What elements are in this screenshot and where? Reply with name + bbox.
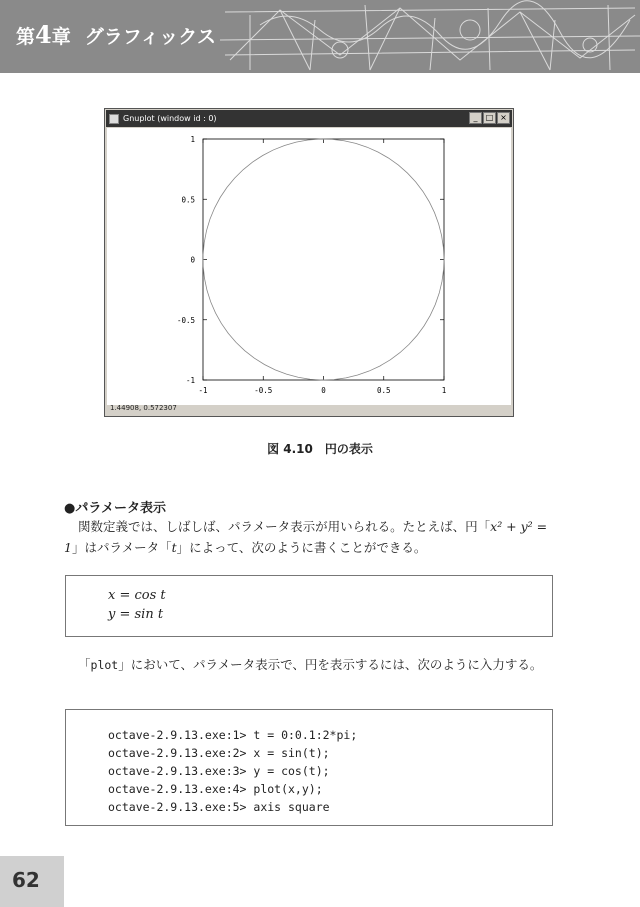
x-tick-label: 1 xyxy=(441,386,447,395)
close-button[interactable]: × xyxy=(497,112,510,124)
code-line: octave-2.9.13.exe:3> y = cos(t); xyxy=(108,764,330,778)
code-line: octave-2.9.13.exe:2> x = sin(t); xyxy=(108,746,330,760)
y-tick-label: -0.5 xyxy=(176,315,195,325)
gnuplot-app-icon xyxy=(109,114,119,124)
figure-caption: 図 4.10 円の表示 xyxy=(267,442,373,456)
para2-code-plot: plot xyxy=(90,658,119,672)
parametric-equation-box xyxy=(65,575,553,637)
para2-text-b: 」において、パラメータ表示で、円を表示するには、次のように入力する。 xyxy=(118,657,543,672)
section-heading: ●パラメータ表示 xyxy=(64,501,166,516)
x-tick-label: 0 xyxy=(321,386,326,395)
y-tick-label: 1 xyxy=(190,135,195,144)
page-number-box xyxy=(0,856,64,907)
maximize-button[interactable]: □ xyxy=(483,112,496,124)
y-tick-label: 0 xyxy=(190,255,195,265)
y-tick-label: -1 xyxy=(185,376,195,385)
chapter-header xyxy=(0,0,640,73)
window-controls xyxy=(469,112,510,124)
code-listing xyxy=(65,709,553,826)
chapter-title xyxy=(16,20,216,49)
gnuplot-statusbar: 1.44908, 0.572307 xyxy=(110,404,177,412)
para1-text-a: 関数定義では、しばしば、パラメータ表示が用いられる。たとえば、円「 xyxy=(78,519,491,534)
code-line: octave-2.9.13.exe:4> plot(x,y); xyxy=(108,782,323,796)
equation-y: y = sin t xyxy=(108,607,164,622)
code-line: octave-2.9.13.exe:5> axis square xyxy=(108,800,330,814)
x-tick-label: 0.5 xyxy=(376,386,391,395)
chapter-number: 4 xyxy=(35,20,52,49)
gnuplot-plot-canvas xyxy=(107,128,511,405)
para1-text-c: 」によって、次のように書くことができる。 xyxy=(176,540,427,555)
gnuplot-titlebar[interactable] xyxy=(106,110,512,127)
paragraph-plot-instruction xyxy=(64,654,556,676)
x-tick-label: -1 xyxy=(198,386,208,395)
equation-x: x = cos t xyxy=(108,588,166,603)
page-number: 62 xyxy=(12,868,40,892)
chapter-name: グラフィックス xyxy=(84,26,217,48)
x-tick-label: -0.5 xyxy=(254,386,273,395)
para1-variable: t xyxy=(171,540,177,555)
code-line: octave-2.9.13.exe:1> t = 0:0.1:2*pi; xyxy=(108,728,358,742)
y-tick-label: 0.5 xyxy=(181,195,195,205)
chapter-suffix: 章 xyxy=(51,26,71,48)
circle-series-line xyxy=(203,139,444,380)
header-sketch-illustration xyxy=(220,0,640,73)
chapter-prefix: 第 xyxy=(16,26,36,48)
minimize-button[interactable]: _ xyxy=(469,112,482,124)
plot-frame xyxy=(203,139,444,380)
gnuplot-window xyxy=(104,108,514,417)
paragraph-parametric-intro xyxy=(64,516,556,558)
para1-text-b: 」はパラメータ「 xyxy=(71,540,172,555)
gnuplot-window-title: Gnuplot (window id : 0) xyxy=(123,114,217,123)
para1-equation: x² + y² = 1 xyxy=(64,519,548,555)
para2-text-a: 「 xyxy=(78,657,91,672)
